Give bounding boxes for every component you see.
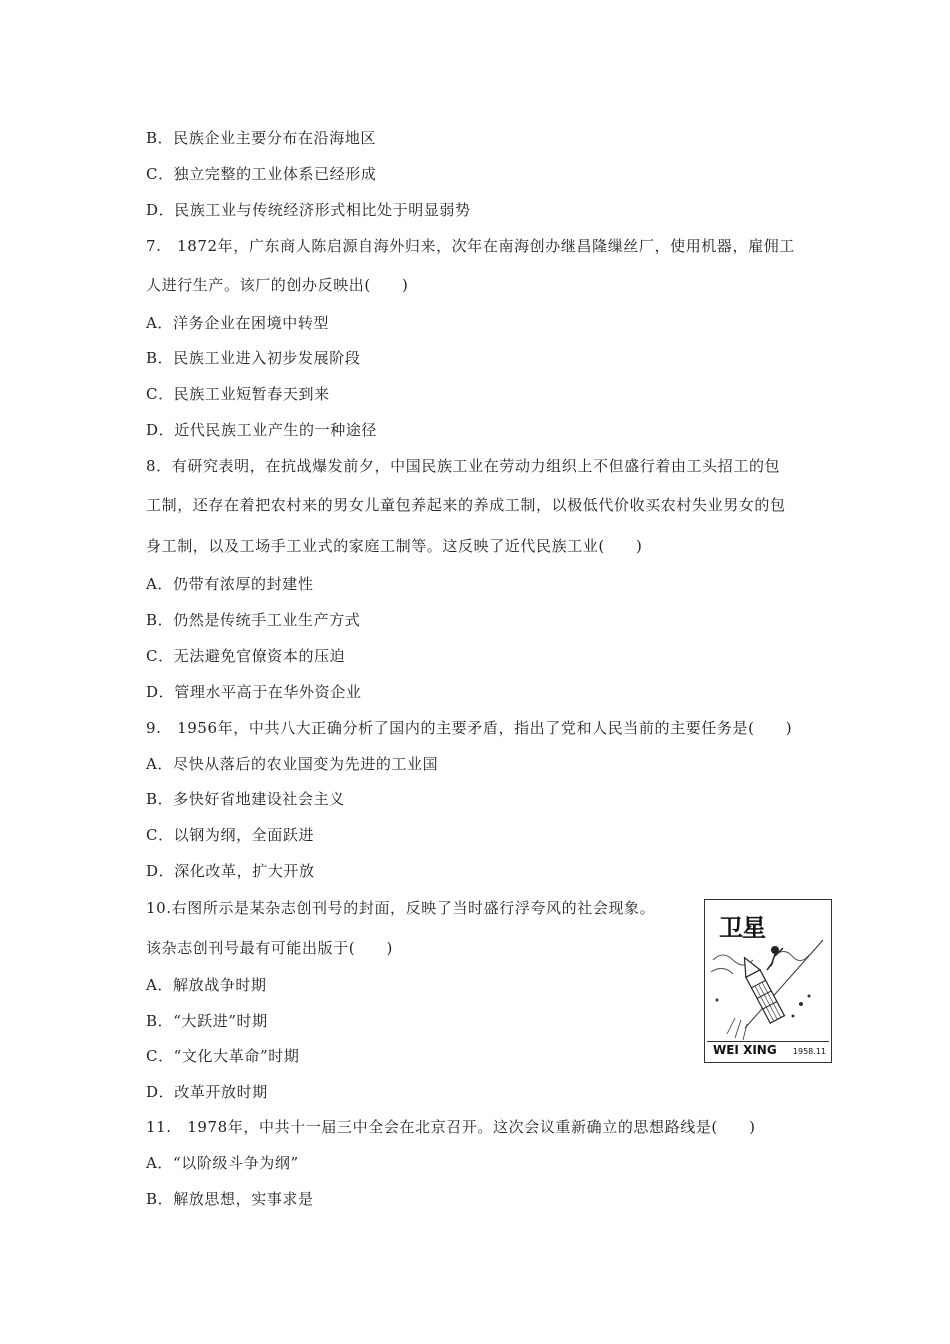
option-9d: D．深化改革，扩大开放 (146, 862, 315, 880)
question-10-line-2: 该杂志创刊号最有可能出版于( ) (146, 939, 393, 957)
option-8d: D．管理水平高于在华外资企业 (146, 683, 362, 701)
option-11b: B．解放思想，实事求是 (146, 1190, 314, 1208)
option-6b: B．民族企业主要分布在沿海地区 (146, 129, 377, 147)
cover-title: 卫星 (719, 914, 765, 942)
question-8-line-1: 8．有研究表明，在抗战爆发前夕，中国民族工业在劳动力组织上不但盛行着由工头招工的包 (146, 457, 781, 475)
option-11a: A．“以阶级斗争为纲” (146, 1154, 299, 1172)
option-9b: B．多快好省地建设社会主义 (146, 790, 345, 808)
option-8c: C．无法避免官僚资本的压迫 (146, 647, 346, 665)
question-7-line-2: 人进行生产。该厂的创办反映出( ) (146, 276, 409, 294)
question-10-line-1: 10.右图所示是某杂志创刊号的封面，反映了当时盛行浮夸风的社会现象。 (146, 899, 656, 917)
cover-latin-title: WEI XING (713, 1043, 777, 1057)
option-9a: A．尽快从落后的农业国变为先进的工业国 (146, 755, 439, 773)
option-10d: D．改革开放时期 (146, 1083, 268, 1101)
option-10b: B．“大跃进”时期 (146, 1012, 268, 1030)
cover-date: 1958.11 (792, 1047, 826, 1056)
cover-footer (707, 1041, 829, 1060)
option-10c: C．“文化大革命”时期 (146, 1047, 300, 1065)
option-8a: A．仍带有浓厚的封建性 (146, 575, 314, 593)
option-7a: A．洋务企业在困境中转型 (146, 314, 330, 332)
question-8-line-3: 身工制，以及工场手工业式的家庭工制等。这反映了近代民族工业( ) (146, 537, 643, 555)
question-11: 11. 1978年，中共十一届三中全会在北京召开。这次会议重新确立的思想路线是( ) (146, 1118, 756, 1136)
question-8-line-2: 工制，还存在着把农村来的男女儿童包养起来的养成工制，以极低代价收买农村失业男女的包 (146, 496, 786, 514)
option-7c: C．民族工业短暂春天到来 (146, 385, 330, 403)
option-6c: C．独立完整的工业体系已经形成 (146, 165, 377, 183)
option-9c: C．以钢为纲，全面跃进 (146, 826, 315, 844)
magazine-cover-image (704, 899, 832, 1063)
option-7b: B．民族工业进入初步发展阶段 (146, 349, 361, 367)
option-7d: D．近代民族工业产生的一种途径 (146, 421, 378, 439)
option-8b: B．仍然是传统手工业生产方式 (146, 611, 361, 629)
option-6d: D．民族工业与传统经济形式相比处于明显弱势 (146, 201, 471, 219)
option-10a: A．解放战争时期 (146, 976, 267, 994)
question-9: 9. 1956年，中共八大正确分析了国内的主要矛盾，指出了党和人民当前的主要任务是( ) (146, 719, 793, 737)
question-7-line-1: 7. 1872年，广东商人陈启源自海外归来，次年在南海创办继昌隆缫丝厂，使用机器，雇佣工 (146, 237, 795, 255)
